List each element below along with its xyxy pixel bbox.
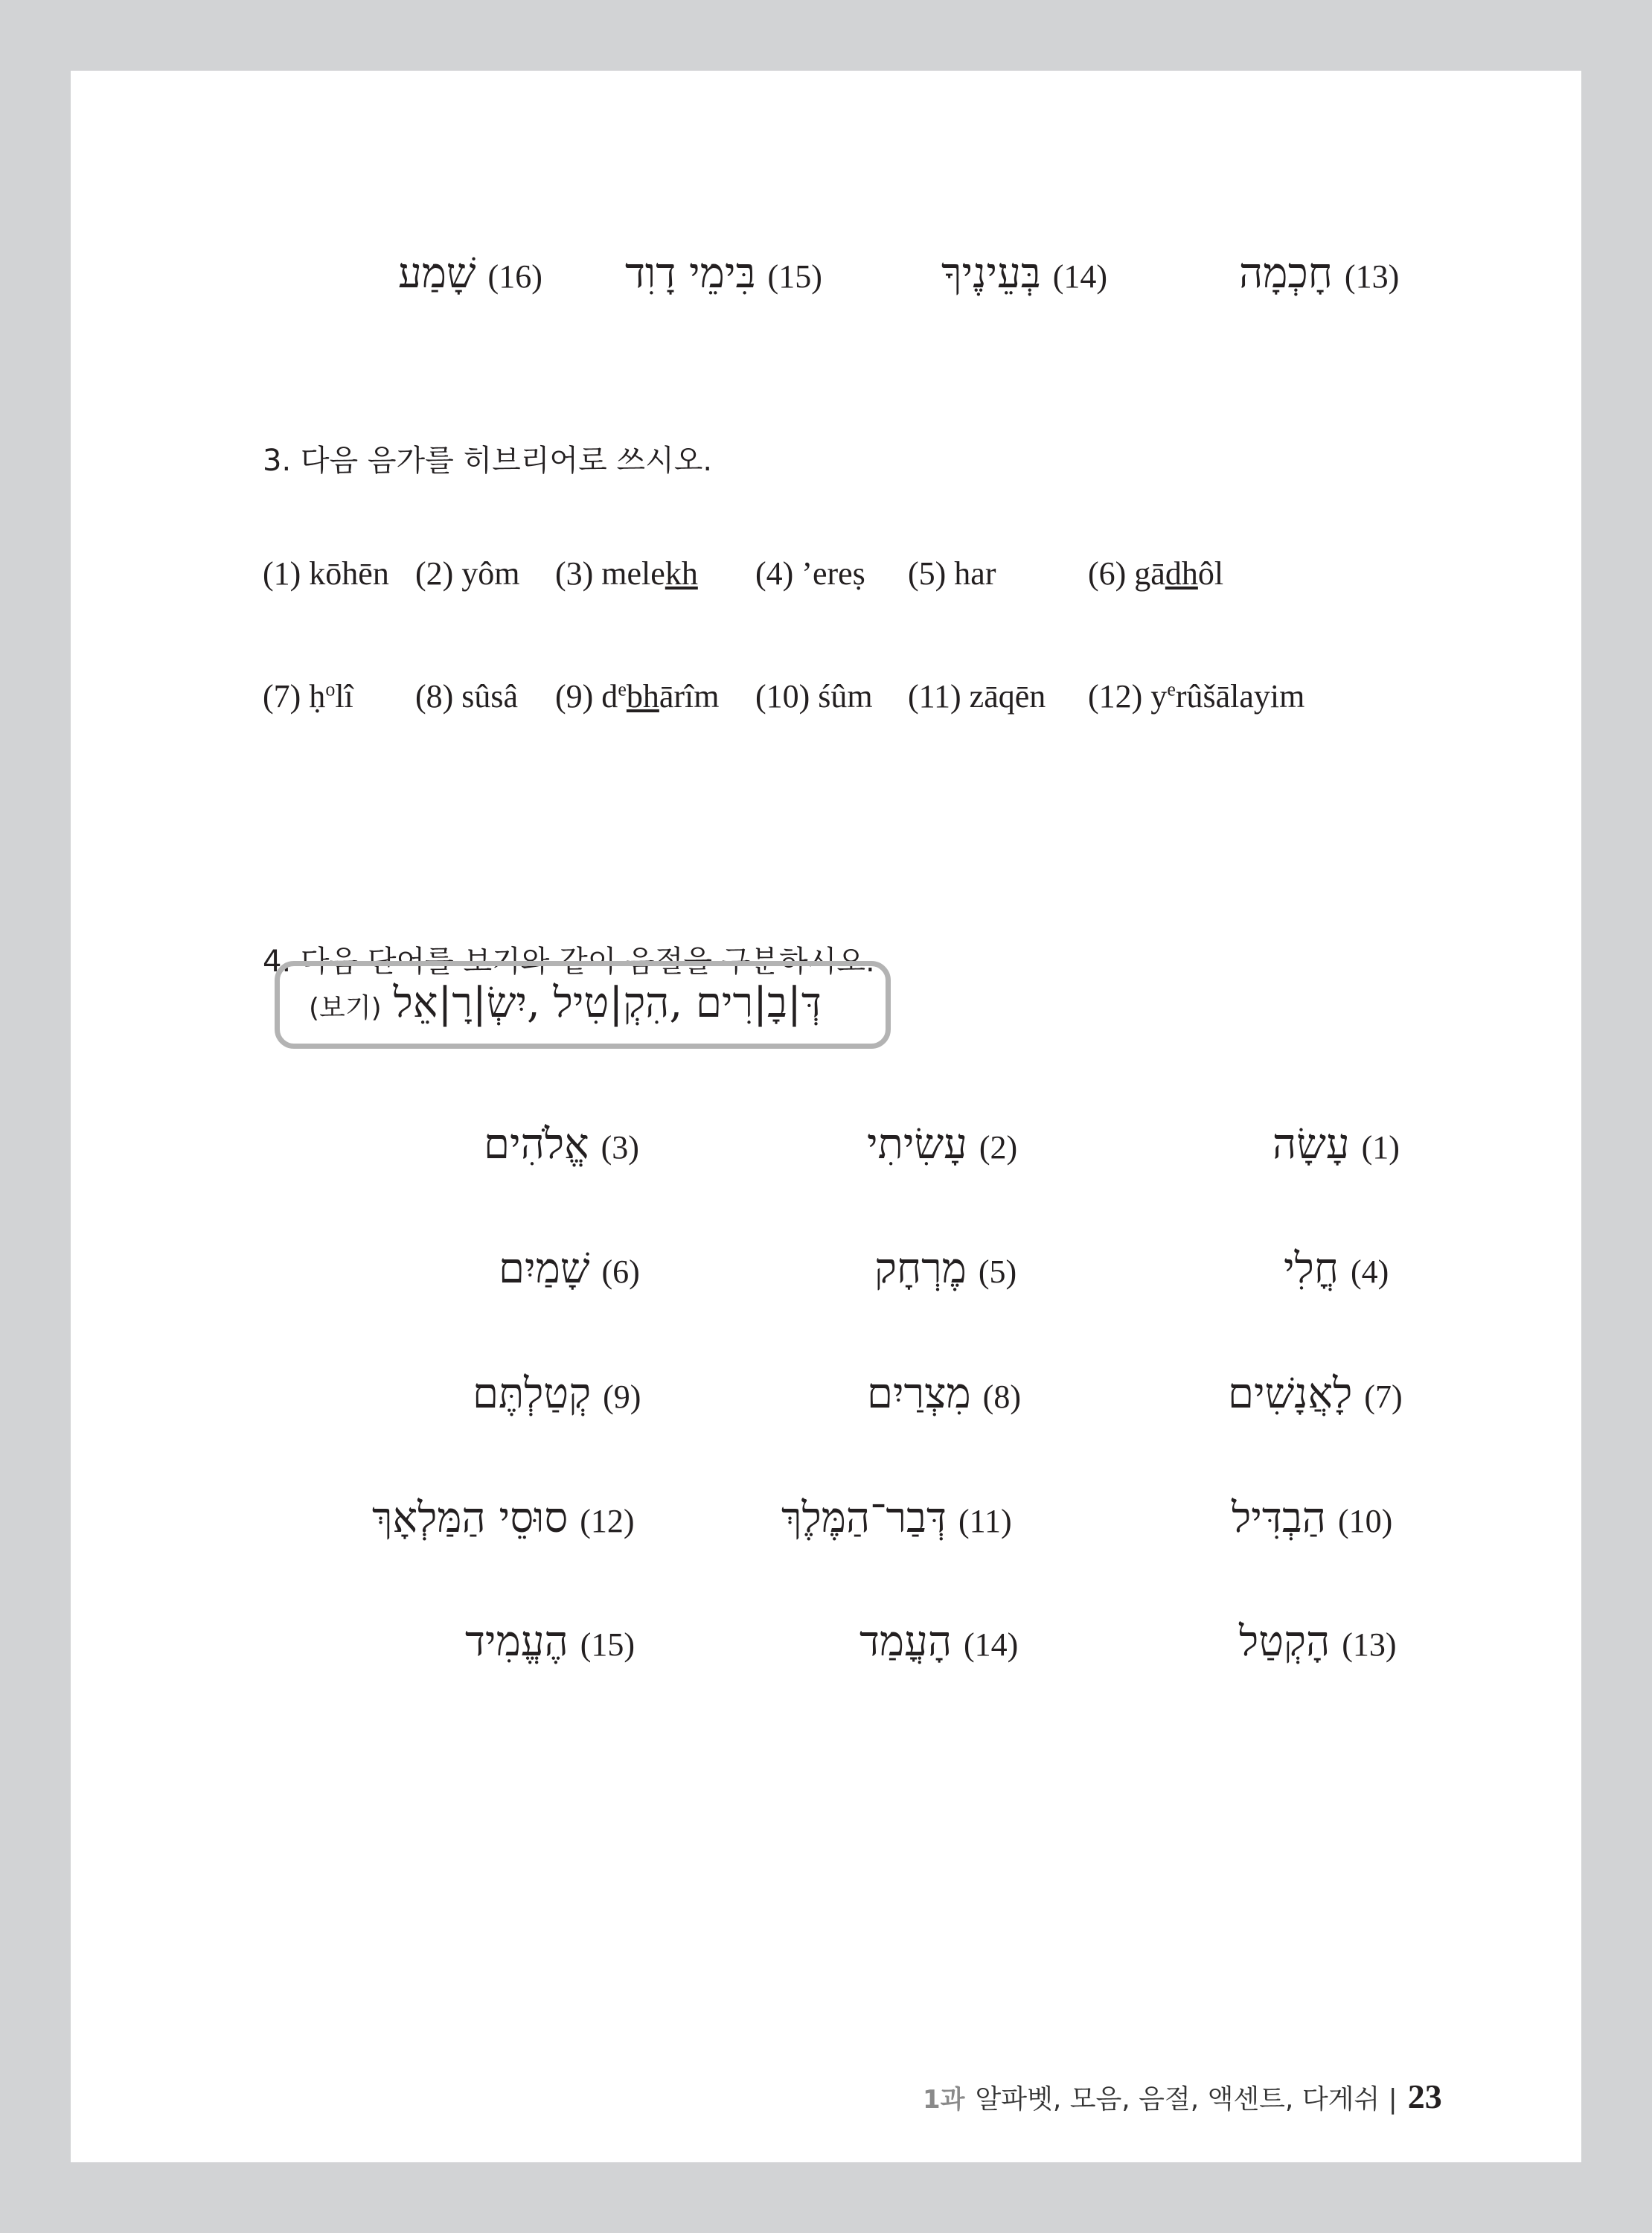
vocab-item-16: [398, 249, 542, 298]
item-number: (15): [580, 1626, 635, 1663]
hebrew-word: בִּימֵי דָוִד: [625, 249, 756, 298]
hebrew-word: שָׁמַע: [398, 249, 476, 298]
item-number: (8): [982, 1379, 1021, 1415]
item-number: (13): [1342, 1626, 1397, 1663]
item-number: (3): [601, 1129, 639, 1166]
transliteration-12: (12) $y^erûšālayim$: [1088, 678, 1305, 715]
question-4-heading: 4. 다음 단어를 보기와 같이 음절을 구분하시오.: [263, 945, 875, 979]
transliteration-8: (8) sûsâ: [415, 678, 519, 715]
page: [71, 71, 1581, 2162]
hebrew-word: דְּבַר־הַמֶּלֶךְ: [781, 1494, 947, 1542]
hebrew-word: מִצְרַיִם: [867, 1370, 971, 1418]
hebrew-word: חָכְמָה: [1239, 249, 1333, 298]
hebrew-word: בְּעֵינֶיךָ: [941, 249, 1041, 298]
hebrew-word: קְטַלְתֶּם: [473, 1370, 592, 1418]
syllable-item-5: [874, 1245, 1017, 1293]
syllable-item-6: [499, 1245, 640, 1293]
footer-title: 알파벳, 모음, 음절, 액센트, 다게쉬 |: [975, 2084, 1398, 2115]
transliteration-5: (5) har: [908, 555, 996, 592]
hebrew-word: עָשָׂה: [1272, 1120, 1350, 1169]
syllable-item-7: [1228, 1370, 1403, 1418]
syllable-item-1: [1272, 1120, 1400, 1169]
vocab-item-15: [625, 249, 822, 298]
item-number: (14): [1052, 258, 1108, 295]
hebrew-word: עָשִׂיתִי: [867, 1120, 967, 1169]
hebrew-word: לָאֲנָשִׁים: [1228, 1370, 1353, 1418]
hebrew-word: הָעֳמַד: [859, 1617, 953, 1666]
transliteration-9: (9) $d^ebhārîm$: [555, 678, 720, 715]
item-number: (15): [767, 258, 822, 295]
item-number: (7): [1364, 1379, 1403, 1415]
transliteration-4: (4) ’ereṣ: [755, 555, 865, 592]
syllable-item-8: [867, 1370, 1021, 1418]
transliteration-1: (1) kōhēn: [263, 555, 389, 592]
item-number: (5): [978, 1253, 1017, 1290]
transliteration-10: (10) śûm: [755, 678, 873, 715]
syllable-item-9: [473, 1370, 641, 1418]
item-number: (1): [1361, 1129, 1400, 1166]
example-content: [309, 979, 822, 1027]
item-number: (12): [580, 1503, 635, 1539]
syllable-item-14: [859, 1617, 1018, 1666]
page-number: 23: [1407, 2077, 1442, 2115]
item-number: (10): [1338, 1503, 1393, 1539]
item-number: (2): [979, 1129, 1018, 1166]
syllable-item-12: [372, 1494, 635, 1542]
hebrew-word: אֱלֹהִים: [484, 1120, 589, 1169]
hebrew-word: שָׁמַיִם: [499, 1245, 590, 1293]
syllable-item-4: [1284, 1245, 1389, 1293]
syllable-item-15: [465, 1617, 635, 1666]
hebrew-word: סוּסֵי הַמַּלְאָךְ: [372, 1494, 569, 1542]
vocab-item-14: [941, 249, 1107, 298]
hebrew-word: מֶרְחָק: [874, 1245, 967, 1293]
syllable-item-2: [867, 1120, 1017, 1169]
question-3-heading: 3. 다음 음가를 히브리어로 쓰시오.: [263, 444, 713, 478]
hebrew-word: הַבְדִּיל: [1232, 1494, 1327, 1542]
item-number: (16): [487, 258, 542, 295]
item-number: (13): [1344, 258, 1400, 295]
syllable-item-10: [1232, 1494, 1392, 1542]
syllable-item-3: [484, 1120, 639, 1169]
transliteration-7: (7) ḥ$^o$lî: [263, 678, 353, 715]
transliteration-3: (3) melekh: [555, 555, 698, 592]
example-label: (보기): [309, 993, 382, 1023]
hebrew-word: חֳלִי: [1284, 1245, 1339, 1293]
item-number: (4): [1351, 1253, 1389, 1290]
transliteration-6: (6) gādhôl: [1088, 555, 1224, 592]
footer-lesson: 1과: [923, 2085, 965, 2115]
item-number: (9): [603, 1379, 641, 1415]
syllable-item-13: [1239, 1617, 1397, 1666]
page-footer: [923, 2077, 1442, 2116]
item-number: (14): [964, 1626, 1019, 1663]
syllable-item-11: [781, 1494, 1012, 1542]
transliteration-2: (2) yôm: [415, 555, 520, 592]
hebrew-word: הֶעֱמִיד: [465, 1617, 569, 1666]
item-number: (11): [958, 1503, 1012, 1539]
transliteration-11: (11) zāqēn: [908, 678, 1046, 715]
hebrew-word: הָקְטַל: [1239, 1617, 1331, 1666]
vocab-item-13: [1239, 249, 1399, 298]
example-hebrew: דְּ|בָ|רִים ,הִקְ|טִיל ,יִשְׂ|רָ|אֵל: [393, 979, 822, 1027]
item-number: (6): [601, 1253, 640, 1290]
